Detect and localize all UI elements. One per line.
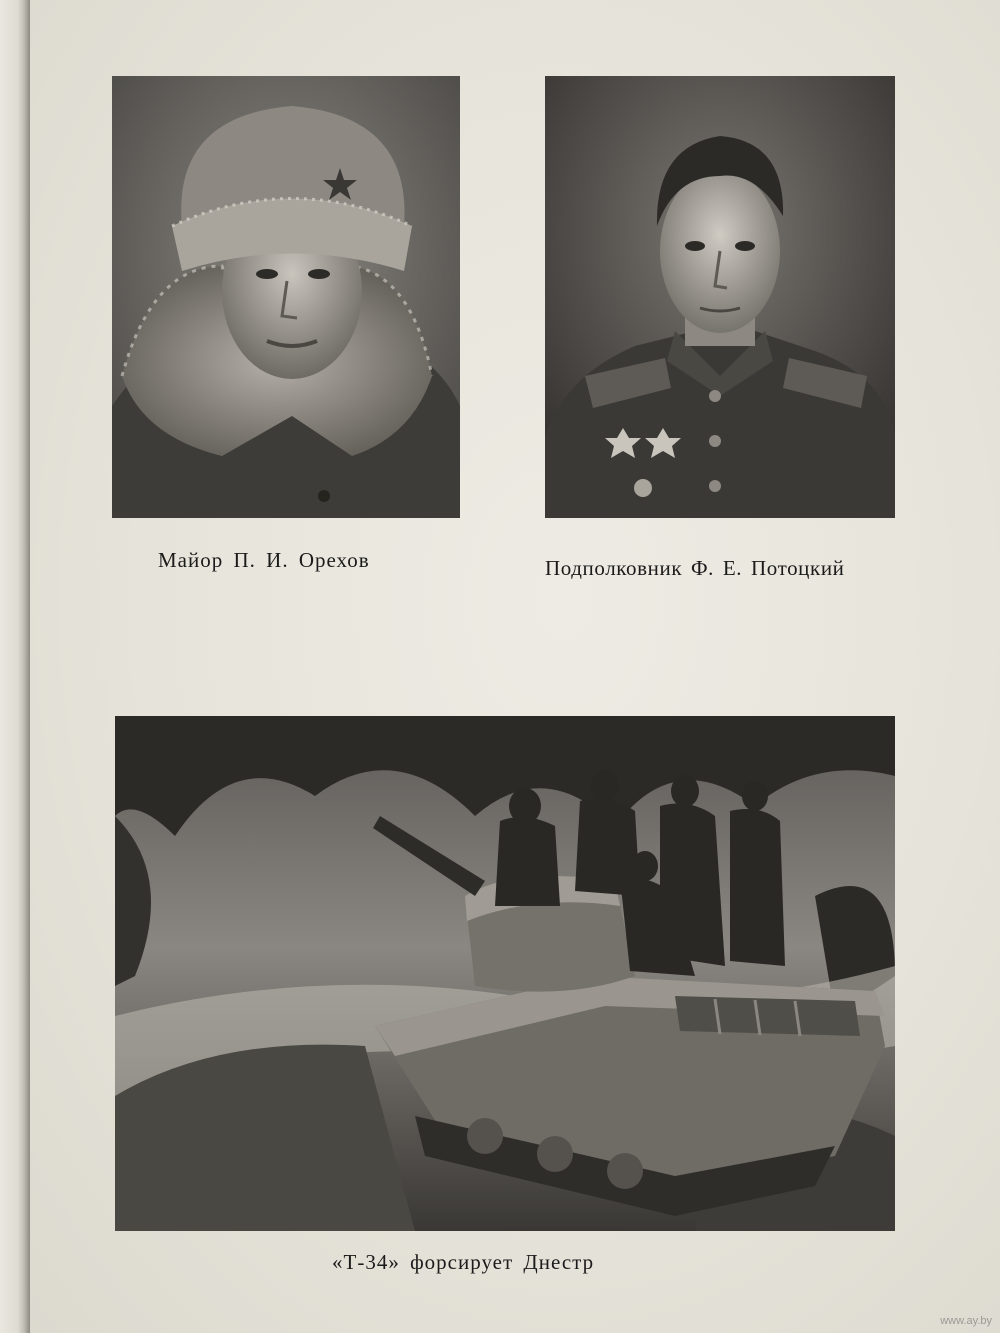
portrait-right-image (545, 76, 895, 518)
caption-lt-colonel-pototsky: Подполковник Ф. Е. Потоцкий (545, 556, 845, 580)
watermark: www.ay.by (940, 1315, 992, 1327)
book-page (30, 0, 1000, 1333)
portrait-left-image (112, 76, 460, 518)
caption-major-orekhov: Майор П. И. Орехов (158, 548, 370, 572)
photo-major-orekhov (112, 76, 460, 518)
left-page-edge (0, 0, 30, 1333)
caption-t34-crossing-dniester: «Т-34» форсирует Днестр (332, 1250, 595, 1274)
photo-lt-colonel-pototsky (545, 76, 895, 518)
photo-t34-crossing-dniester (115, 716, 895, 1231)
tank-image (115, 716, 895, 1231)
